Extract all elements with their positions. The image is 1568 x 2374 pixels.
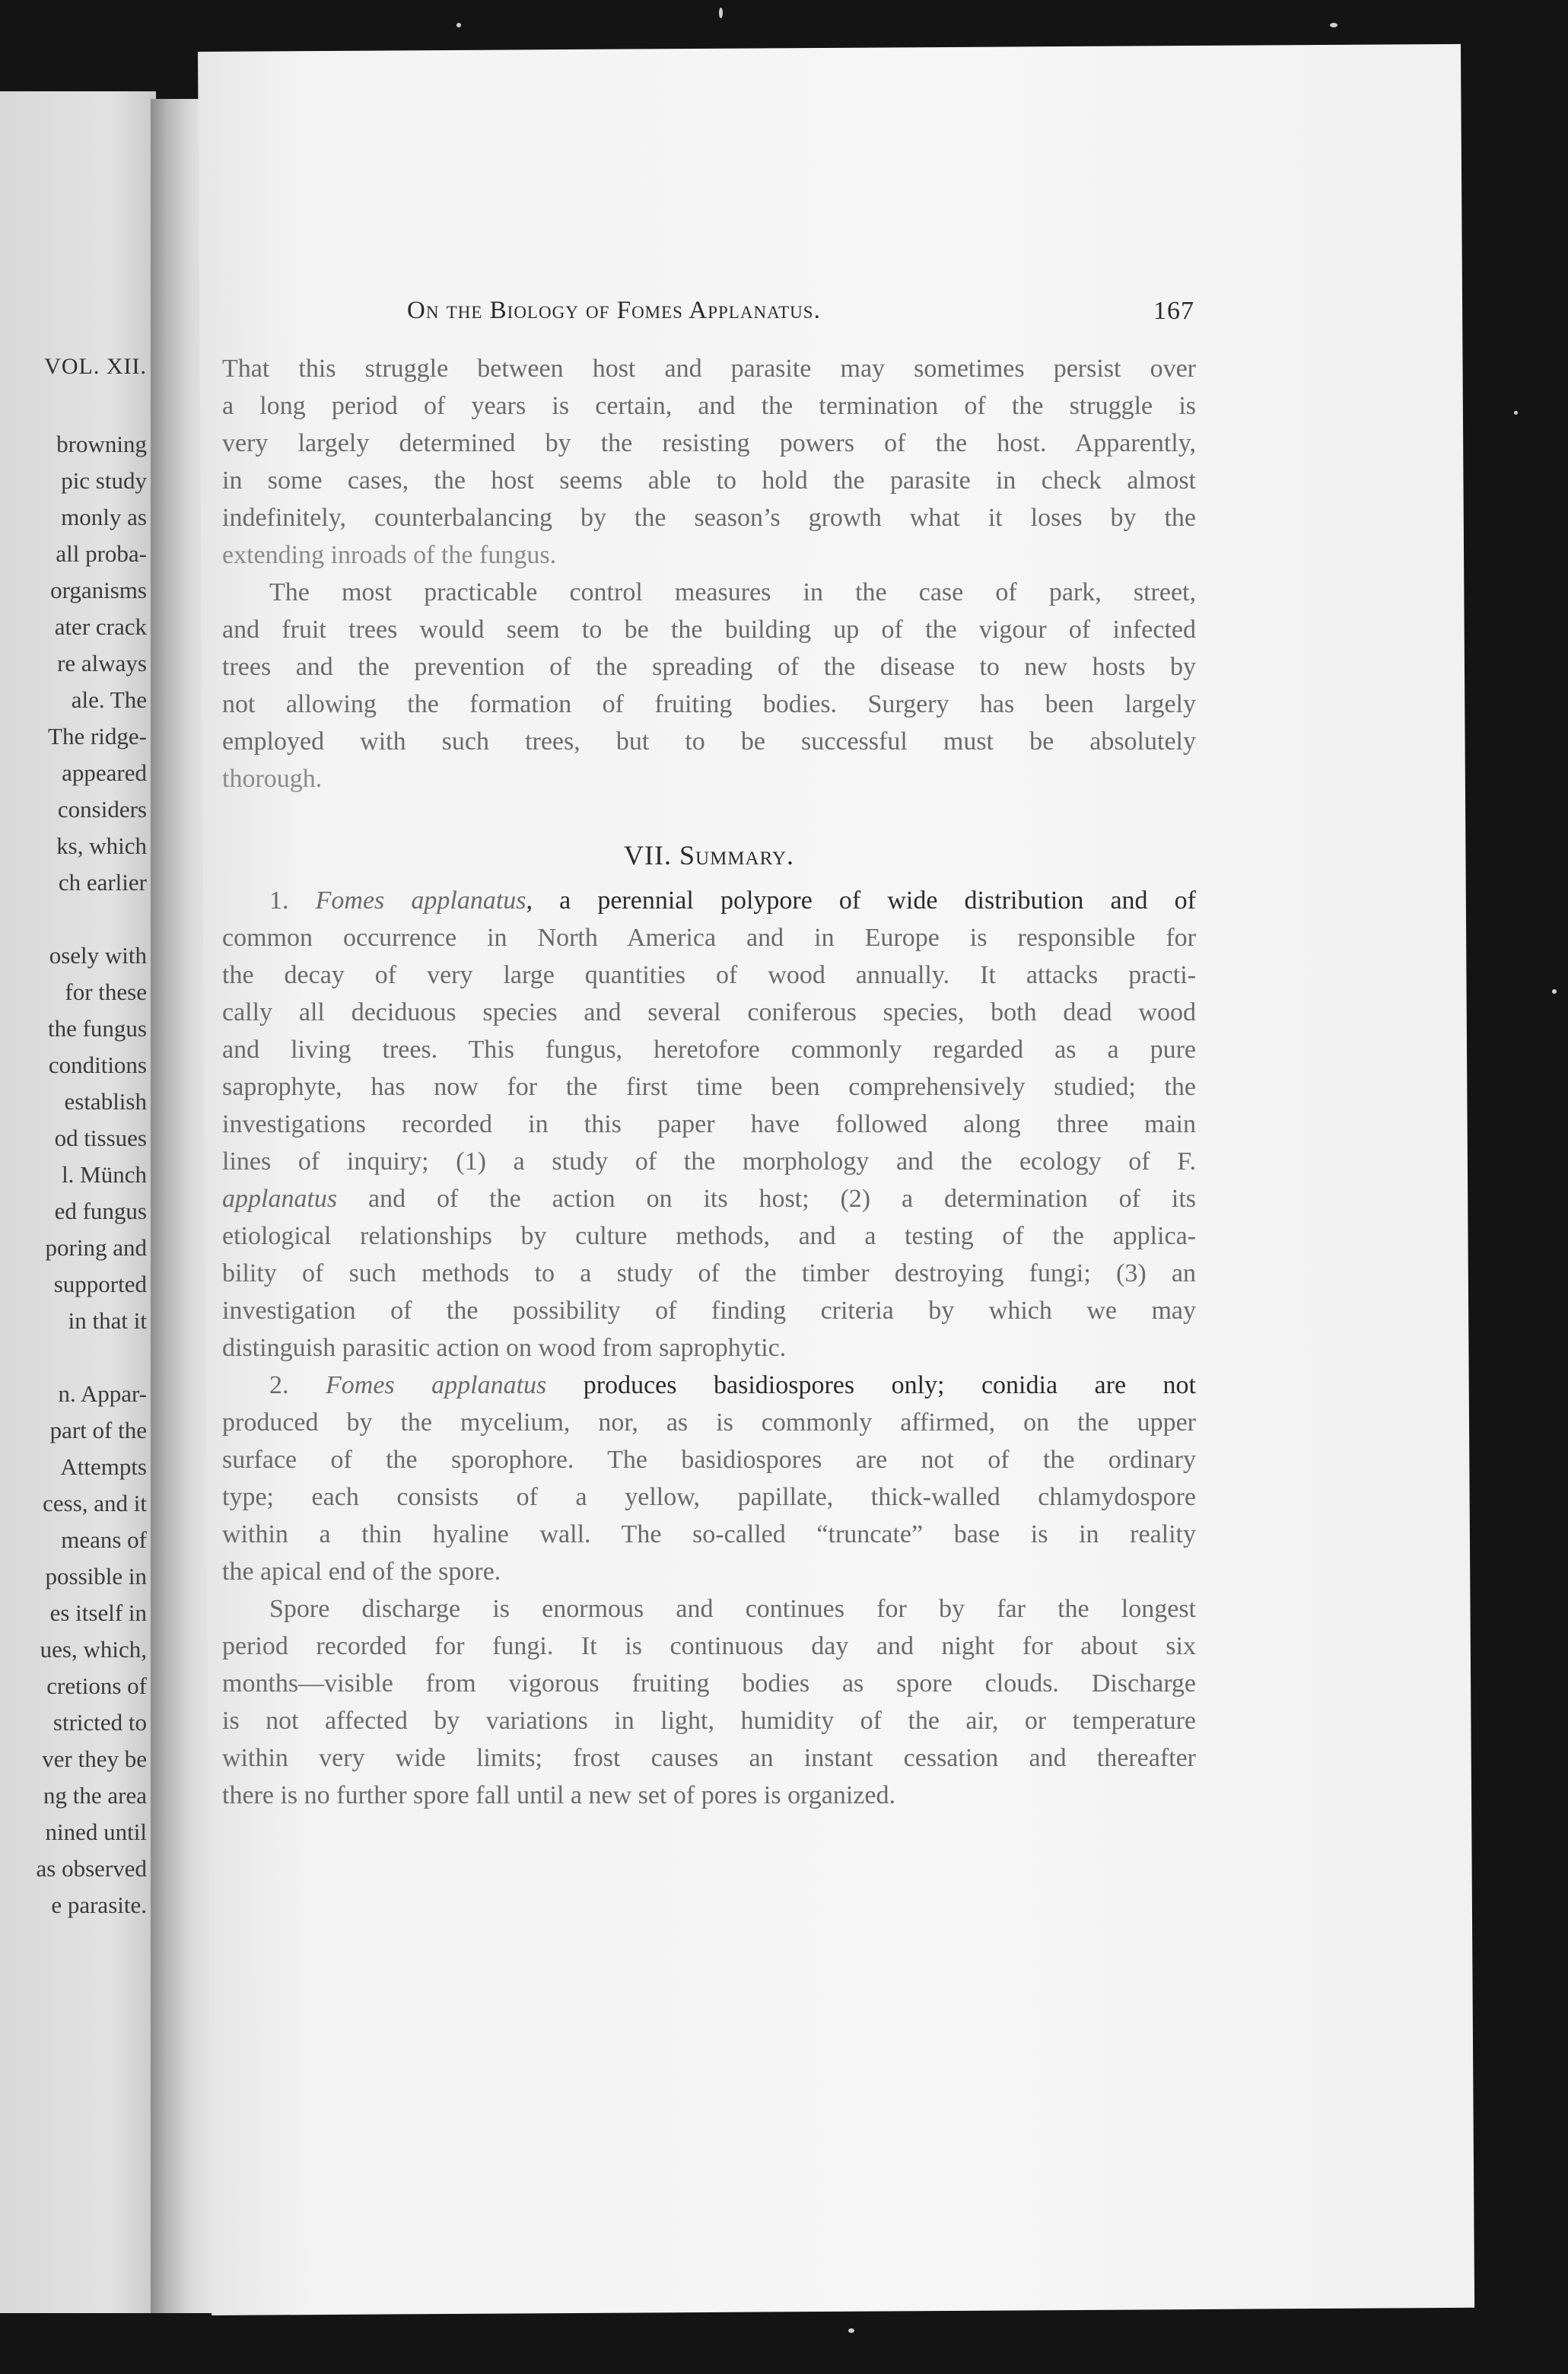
left-page-line: e parasite. <box>51 1892 147 1918</box>
text-line: employed with such trees, but to be successful must be absolutely <box>222 727 1196 756</box>
text-line: saprophyte, has now for the first time been comprehensively studied; the <box>222 1073 1196 1101</box>
text-line: there is no further spore fall until a new set of pores is organized. <box>222 1781 895 1809</box>
left-page-gap <box>0 1339 147 1376</box>
section-heading-summary: VII. Summary. <box>624 840 794 870</box>
scan-speck <box>1552 989 1557 994</box>
text-line: trees and the prevention of the spreading of the disease to new hosts by <box>222 653 1196 681</box>
left-page-line: cess, and it <box>43 1490 147 1516</box>
left-page-line: all proba- <box>56 540 147 567</box>
text-line <box>222 1367 1196 1404</box>
text-line: investigations recorded in this paper have followed along three main <box>222 1110 1196 1138</box>
left-page-line: l. Münch <box>62 1161 147 1188</box>
left-page-line: ks, which <box>56 832 147 859</box>
paragraph-control-measures <box>222 574 1196 797</box>
left-page-line: in that it <box>68 1307 147 1334</box>
left-page-line: for these <box>65 979 147 1005</box>
left-page-line: poring and <box>45 1234 147 1261</box>
text-line <box>222 1180 1196 1217</box>
species-name: applanatus <box>222 1185 338 1213</box>
left-page-line: establish <box>64 1088 147 1115</box>
text-line: extending inroads of the fungus. <box>222 541 557 569</box>
text-line: common occurrence in North America and in Europe is responsible for <box>222 924 1196 952</box>
text-line: indefinitely, counterbalancing by the season’s growth what it loses by the <box>222 504 1196 532</box>
previous-page-fragment <box>0 91 156 2313</box>
text-line: bility of such methods to a study of the timber destroying fungi; (3) an <box>222 1259 1196 1287</box>
paragraph-struggle <box>222 350 1196 574</box>
paragraph-spore-discharge <box>222 1590 1196 1814</box>
left-page-line: nined until <box>45 1819 147 1845</box>
left-page-line: stricted to <box>52 1709 147 1736</box>
text-fragment: produces basidiospores only; conidia are not <box>546 1371 1196 1399</box>
text-line: etiological relationships by culture methods, and a testing of the applica- <box>222 1222 1196 1250</box>
scan-speck <box>1514 411 1518 415</box>
text-line: surface of the sporophore. The basidiospores are not of the ordinary <box>222 1446 1196 1474</box>
left-page-line: es itself in <box>49 1599 147 1626</box>
left-page-line: ng the area <box>43 1782 147 1809</box>
text-fragment: , a perennial polypore of wide distribution and of <box>526 886 1196 915</box>
left-page-line: ch earlier <box>58 869 147 896</box>
scan-speck <box>848 2328 854 2333</box>
left-page-line: The ridge- <box>48 723 147 749</box>
left-page-gap <box>0 901 147 937</box>
left-page-line: ver they be <box>42 1745 147 1772</box>
text-line: not allowing the formation of fruiting bodies. Surgery has been largely <box>222 690 1196 718</box>
left-page-line: Attempts <box>60 1453 147 1480</box>
left-page-line: re always <box>57 650 147 676</box>
left-page-line: ale. The <box>71 686 147 713</box>
left-page-line: as observed <box>36 1855 147 1882</box>
text-line: within a thin hyaline wall. The so-called “truncate” base is in reality <box>222 1520 1196 1548</box>
text-line: investigation of the possibility of finding criteria by which we may <box>222 1297 1196 1325</box>
text-line: thorough. <box>222 765 323 793</box>
left-running-head: VOL. XII. <box>44 354 147 379</box>
left-page-line: ues, which, <box>40 1636 147 1663</box>
running-head-title: On the Biology of Fomes Applanatus. <box>407 297 821 324</box>
text-line: period recorded for fungi. It is continuous day and night for about six <box>222 1632 1196 1660</box>
text-line: produced by the mycelium, nor, as is commonly affirmed, on the upper <box>222 1408 1196 1437</box>
text-fragment: and of the action on its host; (2) a determination of its <box>337 1185 1196 1213</box>
text-line: cally all deciduous species and several coniferous species, both dead wood <box>222 998 1196 1026</box>
page-number: 167 <box>1153 297 1194 325</box>
left-page-line: part of the <box>49 1417 147 1443</box>
left-page-text <box>0 426 147 1924</box>
paragraph-summary-1 <box>222 882 1196 1367</box>
left-page-line: cretions of <box>46 1672 147 1699</box>
left-page-line: considers <box>57 796 147 823</box>
left-page-line: browning <box>56 431 147 457</box>
text-line: Spore discharge is enormous and continues for by far the longest <box>269 1595 1196 1623</box>
left-page-line: possible in <box>45 1563 147 1590</box>
left-page-line: od tissues <box>54 1125 147 1151</box>
left-page-line: conditions <box>48 1052 147 1078</box>
left-page-line: means of <box>61 1526 147 1553</box>
text-line: and fruit trees would seem to be the building up of the vigour of infected <box>222 616 1196 644</box>
text-line: a long period of years is certain, and the termination of the struggle is <box>222 392 1196 420</box>
text-line: type; each consists of a yellow, papillate, thick-walled chlamydospore <box>222 1483 1196 1511</box>
text-line: distinguish parasitic action on wood from saprophytic. <box>222 1334 787 1362</box>
text-line: within very wide limits; frost causes an instant cessation and thereafter <box>222 1744 1196 1772</box>
text-line: months—visible from vigorous fruiting bodies as spore clouds. Discharge <box>222 1669 1196 1698</box>
left-page-line: osely with <box>49 942 147 969</box>
left-page-line: supported <box>53 1271 147 1297</box>
body-text <box>222 350 1196 1814</box>
text-line: The most practicable control measures in the case of park, street, <box>269 578 1196 606</box>
scan-speck <box>1330 23 1337 27</box>
left-page-line: organisms <box>50 577 147 603</box>
text-line: the decay of very large quantities of wood annually. It attacks practi- <box>222 961 1196 989</box>
item-number: 2. <box>269 1371 326 1399</box>
text-line: That this struggle between host and parasite may sometimes persist over <box>222 355 1196 383</box>
text-line: the apical end of the spore. <box>222 1558 501 1586</box>
left-page-line: n. Appar- <box>58 1380 147 1407</box>
scan-speck <box>456 23 461 27</box>
text-line: lines of inquiry; (1) a study of the morphology and the ecology of F. <box>222 1147 1196 1176</box>
species-name: Fomes applanatus <box>326 1371 547 1399</box>
left-page-line: ater crack <box>54 613 147 640</box>
left-page-line: ed fungus <box>54 1198 147 1224</box>
scan-speck <box>719 8 723 18</box>
text-line: and living trees. This fungus, heretofore commonly regarded as a pure <box>222 1036 1196 1064</box>
species-name: Fomes applanatus <box>315 886 526 915</box>
left-page-line: appeared <box>62 759 147 786</box>
item-number: 1. <box>269 886 316 915</box>
text-line: very largely determined by the resisting powers of the host. Apparently, <box>222 429 1196 457</box>
paragraph-summary-2 <box>222 1367 1196 1590</box>
left-page-line: pic study <box>61 467 147 494</box>
text-line: is not affected by variations in light, humidity of the air, or temperature <box>222 1707 1196 1735</box>
left-page-line: the fungus <box>47 1015 147 1042</box>
text-line: in some cases, the host seems able to hold the parasite in check almost <box>222 466 1196 495</box>
left-page-line: monly as <box>61 504 147 530</box>
text-line <box>222 882 1196 919</box>
